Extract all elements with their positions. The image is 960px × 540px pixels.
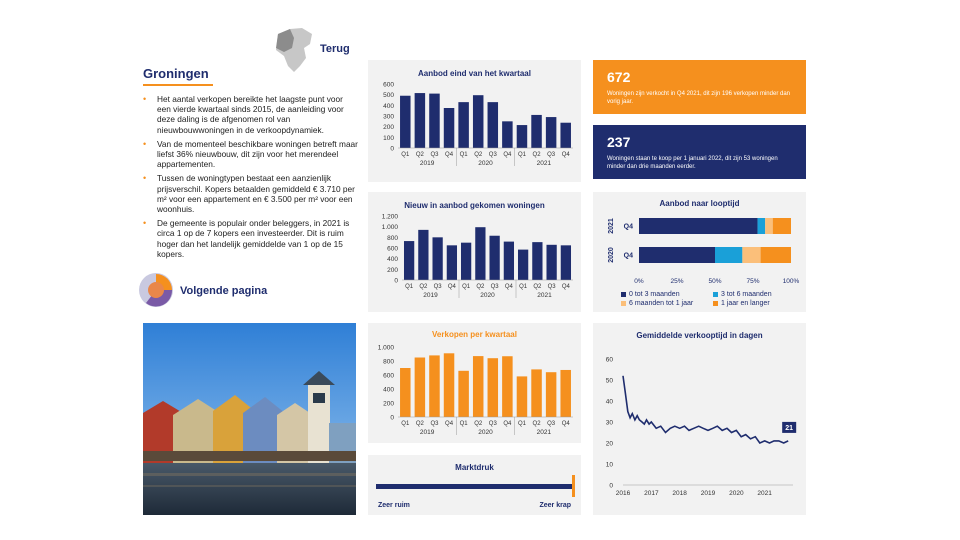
legend-swatch (713, 301, 718, 306)
bar (518, 250, 528, 280)
bar-chart-aanbod (368, 60, 581, 182)
bar (531, 115, 542, 148)
kpi-for-sale-value: 237 (607, 134, 631, 150)
bar (418, 230, 428, 280)
x-tick-label: Q2 (476, 284, 485, 290)
bar-chart-verkopen (368, 323, 581, 443)
x-tick-label: Q3 (488, 152, 497, 158)
bar (461, 243, 471, 280)
next-page-label: Volgende pagina (180, 285, 268, 297)
y-tick-label: 50 (605, 377, 613, 385)
y-tick-label: 200 (383, 400, 394, 408)
bar-segment (639, 247, 715, 263)
chart-panel-aanbod (368, 60, 581, 182)
bar (517, 376, 528, 417)
x-tick-label: Q1 (401, 421, 410, 427)
x-tick-label: Q3 (547, 284, 556, 290)
bar (489, 236, 499, 280)
group-label: 2019 (419, 160, 435, 167)
y-tick-label: 300 (383, 113, 394, 121)
y-tick-label: 800 (383, 358, 394, 366)
group-label: 2020 (480, 292, 495, 299)
bar (432, 237, 442, 280)
y-tick-label: 1.000 (381, 224, 398, 232)
bar-chart-nieuw (368, 192, 581, 312)
bar-segment (639, 218, 758, 234)
x-tick-label: 2016 (615, 490, 631, 497)
bar (502, 356, 513, 417)
legend-swatch (713, 292, 718, 297)
y-tick-label: 800 (387, 234, 398, 242)
chart-panel-looptijd (593, 192, 806, 312)
bar (473, 95, 484, 148)
group-label: 2020 (478, 160, 493, 167)
y-tick-label: 200 (383, 124, 394, 132)
y-tick-label: 400 (387, 256, 398, 264)
chart-title: Gemiddelde verkooptijd in dagen (636, 331, 763, 340)
marktdruk-panel (368, 455, 581, 515)
y-tick-label: 0 (609, 482, 613, 490)
x-tick-label: 50% (708, 278, 722, 284)
y-tick-label: 10 (605, 461, 613, 469)
x-tick-label: 2021 (757, 490, 772, 497)
y-tick-label: 0 (390, 414, 394, 422)
x-tick-label: Q2 (532, 421, 541, 427)
x-tick-label: Q3 (430, 152, 439, 158)
group-label: 2019 (423, 292, 438, 299)
bar (504, 242, 514, 280)
x-tick-label: Q4 (561, 152, 570, 158)
x-tick-label: Q4 (504, 284, 513, 290)
row-year-label: 2020 (608, 247, 615, 263)
last-value-label: 21 (785, 424, 794, 432)
x-tick-label: 2017 (644, 490, 659, 497)
houses-photo (143, 323, 356, 515)
y-tick-label: 200 (387, 266, 398, 274)
x-tick-label: Q3 (488, 421, 497, 427)
y-tick-label: 40 (605, 398, 613, 406)
bar (429, 94, 439, 148)
x-tick-label: Q4 (445, 152, 454, 158)
bar-segment (761, 247, 791, 263)
legend-item: 0 tot 3 maanden (621, 291, 680, 298)
x-tick-label: Q2 (419, 284, 428, 290)
x-tick-label: 2019 (700, 490, 716, 497)
bullet-item: • Van de momenteel beschikbare woningen betreft maar liefst 36% nieuwbouw, dit zijn voor het merendeel appartementen. (143, 139, 358, 170)
bar (444, 353, 455, 417)
y-tick-label: 600 (383, 81, 394, 89)
x-tick-label: Q4 (445, 421, 454, 427)
row-quarter-label: Q4 (623, 223, 633, 231)
bullet-item: • Het aantal verkopen bereikte het laagste punt voor een vierde kwartaal sinds 2015, de aanleiding voor deze daling is de afgenomen rol van nieuwbouwwoningen in de verkoopdynamiek. (143, 94, 358, 135)
y-tick-label: 600 (383, 372, 394, 380)
bar (546, 117, 557, 148)
x-tick-label: Q2 (532, 152, 541, 158)
marktdruk-left-label: Zeer ruim (378, 502, 410, 509)
bar (560, 123, 571, 148)
kpi-sold (593, 60, 806, 114)
x-tick-label: Q1 (519, 284, 528, 290)
bar (400, 368, 411, 417)
marktdruk-right-label: Zeer krap (539, 502, 571, 509)
bar-segment (758, 218, 766, 234)
x-tick-label: Q3 (547, 152, 556, 158)
pie-icon (138, 272, 174, 308)
bar (517, 125, 528, 148)
bar (546, 372, 557, 417)
y-tick-label: 0 (390, 145, 394, 153)
y-tick-label: 1.200 (381, 213, 398, 221)
x-tick-label: Q1 (459, 421, 468, 427)
x-tick-label: Q1 (517, 152, 526, 158)
line-chart-verkooptijd (593, 323, 806, 515)
chart-panel-nieuw (368, 192, 581, 312)
group-label: 2021 (537, 292, 552, 299)
x-tick-label: Q2 (415, 152, 424, 158)
bar (532, 242, 542, 280)
x-tick-label: Q1 (405, 284, 414, 290)
y-tick-label: 100 (383, 134, 394, 142)
x-tick-label: 2018 (672, 490, 687, 497)
chart-title: Verkopen per kwartaal (432, 330, 517, 339)
row-quarter-label: Q4 (623, 252, 633, 260)
x-tick-label: Q4 (503, 421, 512, 427)
y-tick-label: 600 (387, 245, 398, 253)
bar (560, 370, 571, 417)
y-tick-label: 1.000 (377, 344, 394, 352)
marktdruk-track (376, 484, 573, 489)
bar (444, 108, 455, 148)
x-tick-label: Q1 (462, 284, 471, 290)
bar (473, 356, 484, 417)
bar (488, 102, 499, 148)
title-underline (143, 84, 213, 86)
x-tick-label: Q1 (517, 421, 526, 427)
y-tick-label: 500 (383, 92, 394, 100)
x-tick-label: Q2 (474, 421, 483, 427)
bar (458, 371, 469, 417)
x-tick-label: Q4 (503, 152, 512, 158)
chart-title: Nieuw in aanbod gekomen woningen (404, 201, 545, 210)
x-tick-label: Q2 (415, 421, 424, 427)
x-tick-label: Q3 (433, 284, 442, 290)
bar (561, 245, 571, 280)
x-tick-label: Q3 (490, 284, 499, 290)
bullet-item: • Tussen de woningtypen bestaat een aanzienlijk prijsverschil. Kopers betaalden gemiddeld € 3.710 per m² voor een appartement en € 3.500 per m² voor een woonhuis. (143, 173, 358, 214)
marktdruk-title: Marktdruk (455, 463, 494, 472)
chart-title: Aanbod naar looptijd (659, 199, 740, 208)
x-tick-label: Q4 (561, 284, 570, 290)
group-label: 2021 (536, 429, 552, 436)
bullet-item: • De gemeente is populair onder beleggers, in 2021 is circa 1 op de 7 kopers een investeerder. Dit is ruim hoger dan het landelijk gemiddelde van 1 op de 15 kopers. (143, 218, 358, 259)
x-tick-label: Q4 (561, 421, 570, 427)
x-tick-label: Q3 (547, 421, 556, 427)
x-tick-label: 100% (782, 278, 800, 284)
x-tick-label: Q1 (401, 152, 410, 158)
bar (458, 102, 469, 148)
stacked-bar-looptijd (593, 192, 806, 284)
kpi-for-sale-text: Woningen staan te koop per 1 januari 2022, dit zijn 53 woningen minder dan drie maanden eerder. (607, 156, 778, 170)
bar (400, 96, 411, 148)
x-tick-label: 2020 (729, 490, 744, 497)
chart-title: Aanbod eind van het kwartaal (418, 69, 531, 78)
chart-panel-verkooptijd (593, 323, 806, 515)
legend-item: 3 tot 6 maanden (713, 291, 772, 298)
x-tick-label: 25% (670, 278, 684, 284)
x-tick-label: Q3 (430, 421, 439, 427)
bar (429, 355, 439, 417)
row-year-label: 2021 (608, 218, 615, 234)
page-title: Groningen (143, 66, 209, 81)
x-tick-label: Q2 (474, 152, 483, 158)
chart-panel-verkopen (368, 323, 581, 443)
bar (475, 227, 485, 280)
bar (415, 358, 426, 418)
bar (415, 93, 426, 148)
group-label: 2021 (536, 160, 552, 167)
kpi-sold-value: 672 (607, 69, 631, 85)
legend-swatch (621, 292, 626, 297)
bar (404, 241, 414, 280)
x-tick-label: 75% (746, 278, 760, 284)
back-link[interactable]: Terug (320, 43, 350, 55)
legend-item: 6 maanden tot 1 jaar (621, 300, 693, 307)
legend-swatch (621, 301, 626, 306)
marktdruk-marker (572, 475, 575, 497)
province-map-icon[interactable] (272, 26, 316, 74)
y-tick-label: 60 (605, 356, 613, 364)
bar (488, 358, 499, 417)
x-tick-label: Q1 (459, 152, 468, 158)
x-tick-label: Q2 (533, 284, 542, 290)
next-page-link[interactable] (138, 272, 298, 310)
y-tick-label: 400 (383, 386, 394, 394)
bar (447, 245, 457, 280)
y-tick-label: 30 (605, 419, 613, 427)
bar-segment (765, 218, 773, 234)
bar (531, 369, 542, 417)
x-tick-label: Q4 (447, 284, 456, 290)
kpi-sold-text: Woningen zijn verkocht in Q4 2021, dit zijn 196 verkopen minder dan vorig jaar. (607, 91, 790, 105)
group-label: 2020 (478, 429, 493, 436)
y-tick-label: 20 (605, 440, 613, 448)
kpi-for-sale (593, 125, 806, 179)
group-label: 2019 (419, 429, 435, 436)
series-line (623, 376, 788, 443)
bullet-list (143, 94, 358, 263)
legend-item: 1 jaar en langer (713, 300, 770, 307)
bar (502, 121, 513, 148)
bar-segment (715, 247, 742, 263)
bar-segment (773, 218, 791, 234)
bar (546, 245, 556, 280)
bar-segment (742, 247, 760, 263)
y-tick-label: 400 (383, 102, 394, 110)
y-tick-label: 0 (394, 277, 398, 285)
x-tick-label: 0% (634, 278, 644, 284)
